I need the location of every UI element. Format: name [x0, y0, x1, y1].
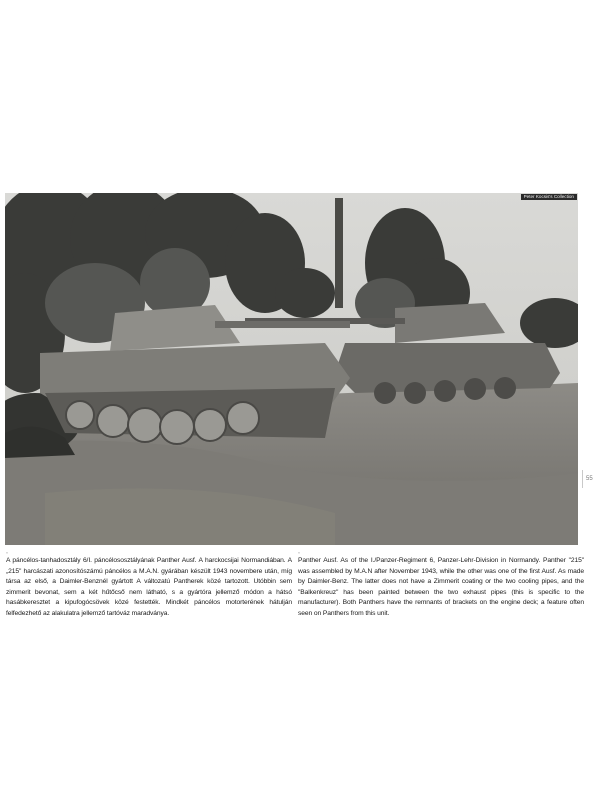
war-photograph	[5, 193, 578, 545]
panther-tanks-photo	[5, 193, 578, 545]
photo-credit: Peter Kocsis's Collection	[521, 194, 577, 200]
caption-hungarian: A páncélos-tanhadosztály 6/I. páncélososztályának Panther Ausf. A harckocsijai Normandiában. A „215" harcászati azonosítószámú páncélos a M.A.N. gyárában készült 1943 novembere után, míg társa az első, a Daimler-Benznél gyártott A változatú Pantherek közé tartozott. Utóbbin sem zimmerit bevonat, sem a két hűtőcső nem látható, s a gyártóra jellemző módon a hátsó hasábkeresztet a kipufogócsövek közé festették. Mindkét páncélos motorterének hátulján felfedezhető az alakulatra jellemző tartóváz maradványa.	[6, 557, 292, 617]
page-number: 55	[586, 476, 593, 482]
caption-marker: »	[298, 551, 300, 555]
caption-column-hungarian	[6, 551, 292, 619]
caption-marker: »	[6, 551, 8, 555]
caption-column-english	[298, 551, 584, 619]
caption-english: Panther Ausf. As of the I./Panzer-Regiment 6, Panzer-Lehr-Division in Normandy. Panther "215" was assembled by M.A.N after November 1943, while the other was one of the first Ausf. As made by Daimler-Benz. The latter does not have a Zimmerit coating or the two cooling pipes, and the "Balkenkreuz" has been painted between the two exhaust pipes (this is specific to the manufacturer). Both Panthers have the remnants of brackets on the engine deck; a feature often seen on Panthers from this unit.	[298, 557, 584, 617]
